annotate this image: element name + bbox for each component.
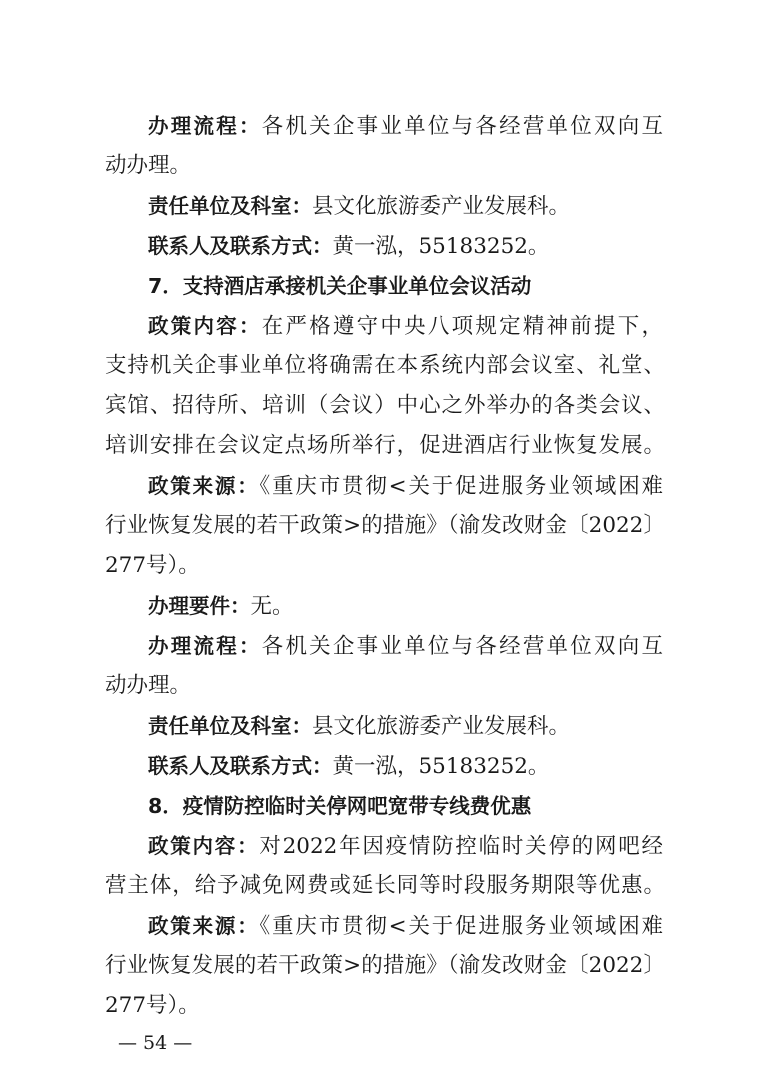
colon: ： <box>238 634 262 658</box>
unit-text: 县文化旅游委产业发展科。 <box>312 194 571 219</box>
colon: ： <box>238 314 262 338</box>
contact-paragraph-2 <box>148 746 663 786</box>
contact-paragraph <box>148 226 663 266</box>
requirements-paragraph <box>148 586 663 626</box>
colon: ： <box>238 114 262 138</box>
source-line-3: 277号）。 <box>105 553 200 578</box>
process-text: 各机关企事业单位与各经营单位双向互 <box>261 634 664 659</box>
requirements-text: 无。 <box>250 594 294 619</box>
requirements-label: 办理要件 <box>148 594 230 618</box>
unit-label: 责任单位及科室 <box>148 714 292 738</box>
section-heading-7: 7．支持酒店承接机关企事业单位会议活动 <box>148 274 532 298</box>
section-heading-8: 8．疫情防控临时关停网吧宽带专线费优惠 <box>148 794 532 818</box>
unit-label: 责任单位及科室 <box>148 194 292 218</box>
unit-paragraph-2 <box>148 706 663 746</box>
content-line-2: 支持机关企事业单位将确需在本系统内部会议室、礼堂、 <box>105 353 665 378</box>
source-paragraph <box>148 466 663 506</box>
source-paragraph-2 <box>148 906 663 946</box>
contact-label: 联系人及联系方式 <box>148 234 312 258</box>
source-line-2: 行业恢复发展的若干政策>的措施》（渝发改财金〔2022〕 <box>105 513 665 538</box>
contact-text: 黄一泓，55183252。 <box>332 754 550 779</box>
colon: ： <box>291 714 312 738</box>
content-text: 在严格遵守中央八项规定精神前提下， <box>261 314 664 339</box>
content-line-3: 宾馆、招待所、培训（会议）中心之外举办的各类会议、 <box>105 393 665 418</box>
source-text: 《重庆市贯彻<关于促进服务业领域困难 <box>259 474 664 499</box>
content-text: 对2022年因疫情防控临时关停的网吧经 <box>259 834 664 859</box>
process-paragraph-2 <box>148 626 663 666</box>
colon: ： <box>237 914 260 938</box>
colon: ： <box>312 234 333 258</box>
content-paragraph <box>148 306 663 346</box>
colon: ： <box>312 754 333 778</box>
content-line-4: 培训安排在会议定点场所举行，促进酒店行业恢复发展。 <box>105 433 665 458</box>
unit-text: 县文化旅游委产业发展科。 <box>312 714 571 739</box>
colon: ： <box>291 194 312 218</box>
content-label: 政策内容 <box>148 834 238 858</box>
source-label: 政策来源 <box>148 474 238 498</box>
process-continuation: 动办理。 <box>105 153 192 178</box>
process-label: 办理流程 <box>148 114 239 138</box>
source-line-2b: 行业恢复发展的若干政策>的措施》（渝发改财金〔2022〕 <box>105 953 665 978</box>
colon: ： <box>230 594 251 618</box>
colon: ： <box>237 834 260 858</box>
content-line-2b: 营主体，给予减免网费或延长同等时段服务期限等优惠。 <box>105 873 665 898</box>
process-label: 办理流程 <box>148 634 239 658</box>
colon: ： <box>237 474 260 498</box>
page-number: — 54 — <box>118 1032 193 1054</box>
process-paragraph <box>148 106 663 146</box>
contact-text: 黄一泓，55183252。 <box>332 234 550 259</box>
process-continuation-2: 动办理。 <box>105 673 192 698</box>
source-label: 政策来源 <box>148 914 238 938</box>
process-text: 各机关企事业单位与各经营单位双向互 <box>261 114 664 139</box>
content-paragraph-2 <box>148 826 663 866</box>
contact-label: 联系人及联系方式 <box>148 754 312 778</box>
content-label: 政策内容 <box>148 314 239 338</box>
unit-paragraph <box>148 186 663 226</box>
source-line-3b: 277号）。 <box>105 993 200 1018</box>
source-text: 《重庆市贯彻<关于促进服务业领域困难 <box>259 914 664 939</box>
